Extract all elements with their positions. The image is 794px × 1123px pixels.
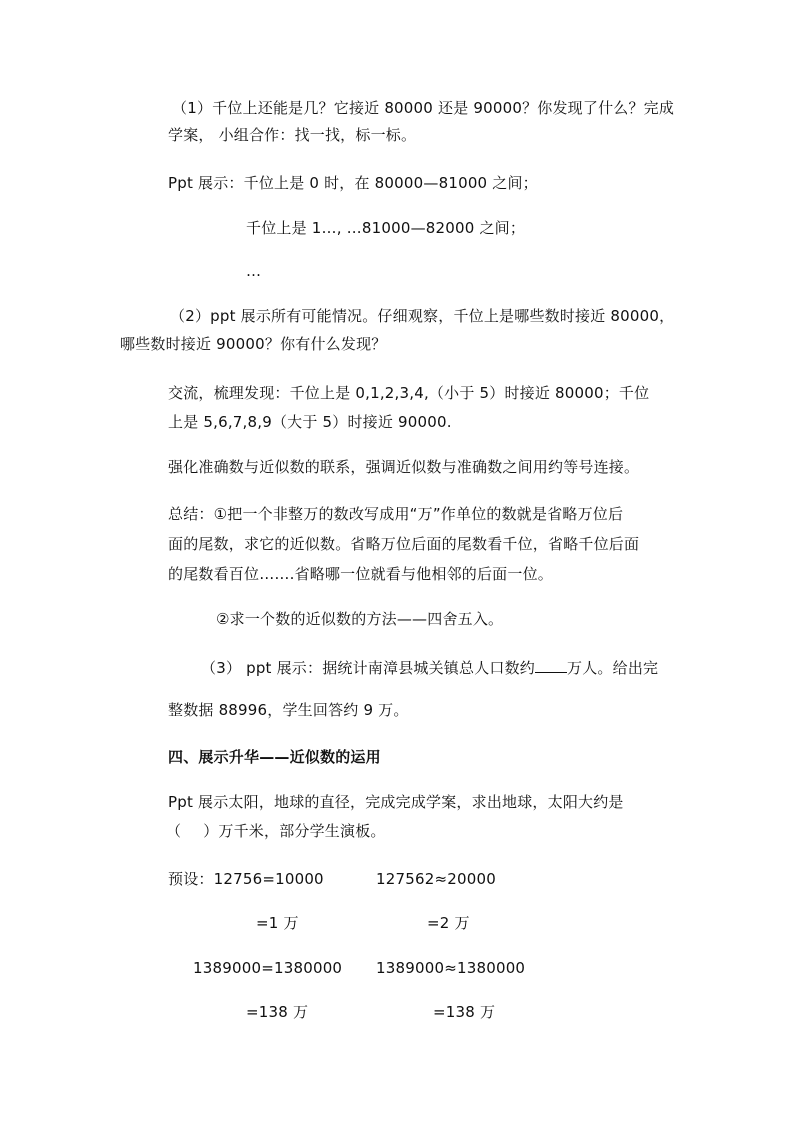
preset-right-4: =138 万	[433, 1003, 496, 1021]
q3-prefix: （3） ppt 展示：据统计南漳县城关镇总人口数约	[201, 659, 536, 677]
preset-left-2: =1 万	[256, 914, 299, 932]
q2-line-1: （2）ppt 展示所有可能情况。仔细观察，千位上是哪些数时接近 80000，	[170, 307, 675, 325]
q3-line-1	[201, 657, 658, 678]
ppt2-open-paren: （	[166, 822, 182, 840]
preset-left-3: 1389000=1380000	[193, 959, 343, 977]
preset-right-3: 1389000≈1380000	[376, 959, 526, 977]
answer-blank	[535, 657, 567, 673]
summary-line-4: ②求一个数的近似数的方法——四舍五入。	[216, 610, 504, 628]
exchange-line-2: 上是 5,6,7,8,9（大于 5）时接近 90000.	[168, 413, 452, 431]
ppt2-line-1: Ppt 展示太阳，地球的直径，完成完成学案，求出地球，太阳大约是	[168, 793, 624, 811]
q1-line-1: （1）千位上还能是几？它接近 80000 还是 90000？你发现了什么？完成	[172, 99, 675, 117]
summary-line-2: 面的尾数，求它的近似数。省略万位后面的尾数看千位，省略千位后面	[168, 535, 640, 553]
q3-suffix: 万人。给出完	[567, 659, 659, 677]
q2-line-2: 哪些数时接近 90000？你有什么发现？	[120, 335, 387, 353]
q1-line-2: 学案， 小组合作：找一找，标一标。	[168, 126, 417, 144]
summary-line-3: 的尾数看百位…….省略哪一位就看与他相邻的后面一位。	[168, 565, 553, 583]
section-4-heading: 四、展示升华——近似数的运用	[168, 748, 381, 766]
preset-left-1: 预设：12756=10000	[168, 870, 324, 888]
ppt1-line-1: Ppt 展示：千位上是 0 时，在 80000—81000 之间；	[168, 174, 538, 192]
ppt1-line-2: 千位上是 1…, …81000—82000 之间；	[246, 219, 526, 237]
preset-left-4: =138 万	[246, 1003, 309, 1021]
summary-line-1: 总结：①把一个非整万的数改写成用“万”作单位的数就是省略万位后	[168, 505, 624, 523]
ppt2-line-2	[166, 821, 386, 841]
ppt1-line-3: …	[246, 262, 262, 280]
q3-line-2: 整数据 88996，学生回答约 9 万。	[168, 701, 409, 719]
ppt2-rest: ）万千米，部分学生演板。	[203, 822, 386, 840]
preset-right-2: =2 万	[427, 914, 470, 932]
exchange-line-1: 交流，梳理发现：千位上是 0,1,2,3,4,（小于 5）时接近 80000；千位	[168, 384, 650, 402]
strengthen-note: 强化准确数与近似数的联系，强调近似数与准确数之间用约等号连接。	[168, 458, 640, 476]
preset-right-1: 127562≈20000	[376, 870, 496, 888]
